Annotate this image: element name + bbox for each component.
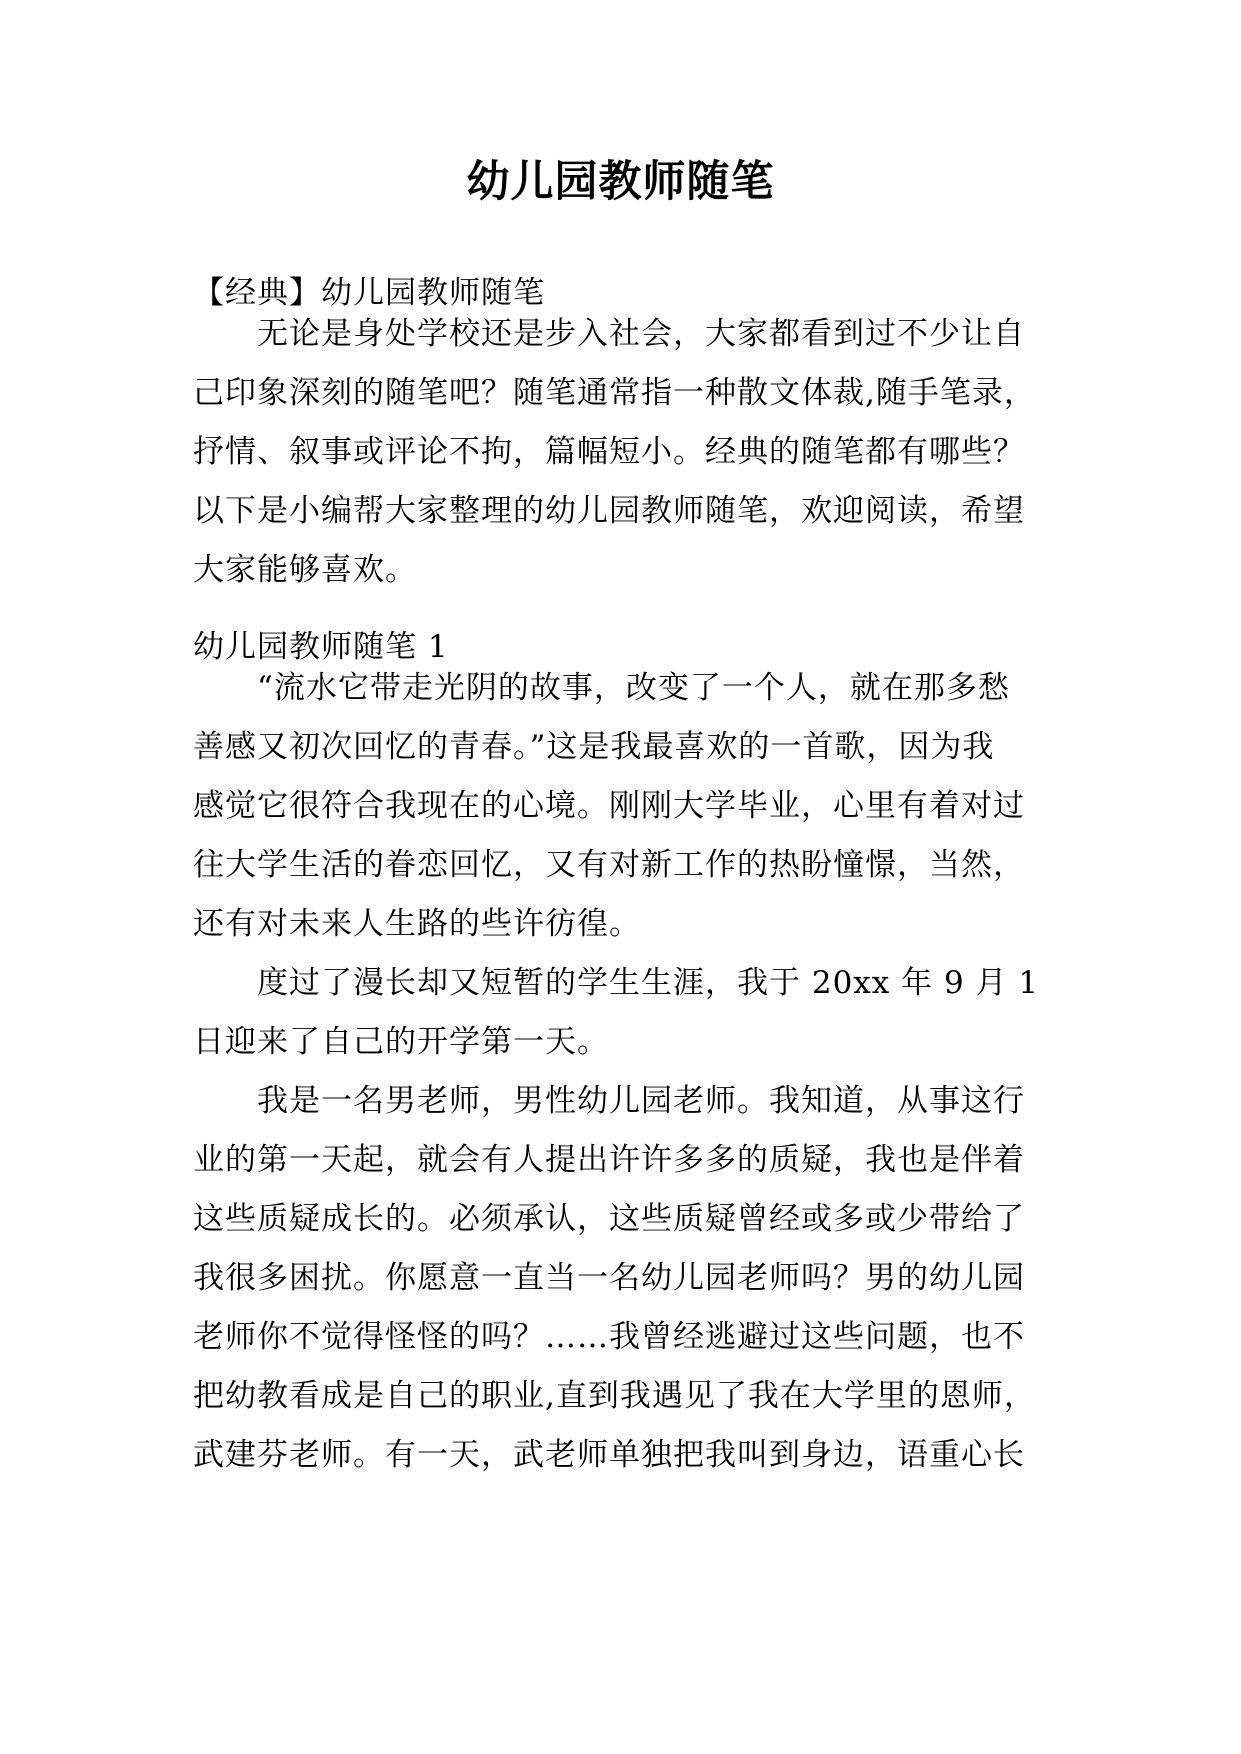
section-heading: 幼儿园教师随笔 1 bbox=[193, 629, 449, 665]
paragraph-line: 武建芬老师。有一天，武老师单独把我叫到身边，语重心长 bbox=[193, 1437, 1025, 1473]
paragraph-line: 往大学生活的眷恋回忆，又有对新工作的热盼憧憬，当然， bbox=[193, 847, 1025, 883]
paragraph-line: 我很多困扰。你愿意一直当一名幼儿园老师吗？男的幼儿园 bbox=[193, 1260, 1025, 1296]
paragraph-line: 善感又初次回忆的青春。”这是我最喜欢的一首歌，因为我 bbox=[193, 729, 995, 765]
paragraph-line: 感觉它很符合我现在的心境。刚刚大学毕业，心里有着对过 bbox=[193, 788, 1025, 824]
paragraph-line: 把幼教看成是自己的职业,直到我遇见了我在大学里的恩师， bbox=[193, 1378, 1036, 1414]
paragraph-line: 还有对未来人生路的些许彷徨。 bbox=[193, 906, 641, 942]
paragraph-2 bbox=[193, 954, 1063, 1072]
paragraph-line: 日迎来了自己的开学第一天。 bbox=[193, 1024, 609, 1060]
intro-paragraph bbox=[193, 305, 1063, 600]
document-title: 幼儿园教师随笔 bbox=[466, 157, 775, 207]
paragraph-line: 这些质疑成长的。必须承认，这些质疑曾经或多或少带给了 bbox=[193, 1201, 1025, 1237]
intro-line: 己印象深刻的随笔吧？随笔通常指一种散文体裁,随手笔录， bbox=[193, 375, 1036, 411]
paragraph-line: 我是一名男老师，男性幼儿园老师。我知道，从事这行 bbox=[257, 1083, 1025, 1119]
paragraph-line: 老师你不觉得怪怪的吗？……我曾经逃避过这些问题，也不 bbox=[193, 1319, 1025, 1355]
intro-line: 以下是小编帮大家整理的幼儿园教师随笔，欢迎阅读，希望 bbox=[193, 493, 1025, 529]
paragraph-3 bbox=[193, 1072, 1063, 1485]
intro-line: 无论是身处学校还是步入社会，大家都看到过不少让自 bbox=[257, 316, 1025, 352]
intro-line: 抒情、叙事或评论不拘，篇幅短小。经典的随笔都有哪些？ bbox=[193, 434, 1025, 470]
paragraph-1 bbox=[193, 659, 1063, 954]
paragraph-line: “流水它带走光阴的故事，改变了一个人，就在那多愁 bbox=[257, 670, 1010, 706]
document-subtitle: 【经典】幼儿园教师随笔 bbox=[193, 275, 545, 311]
intro-line: 大家能够喜欢。 bbox=[193, 552, 417, 588]
paragraph-line: 度过了漫长却又短暂的学生生涯，我于 20xx 年 9 月 1 bbox=[257, 965, 1040, 1001]
paragraph-line: 业的第一天起，就会有人提出许许多多的质疑，我也是伴着 bbox=[193, 1142, 1025, 1178]
